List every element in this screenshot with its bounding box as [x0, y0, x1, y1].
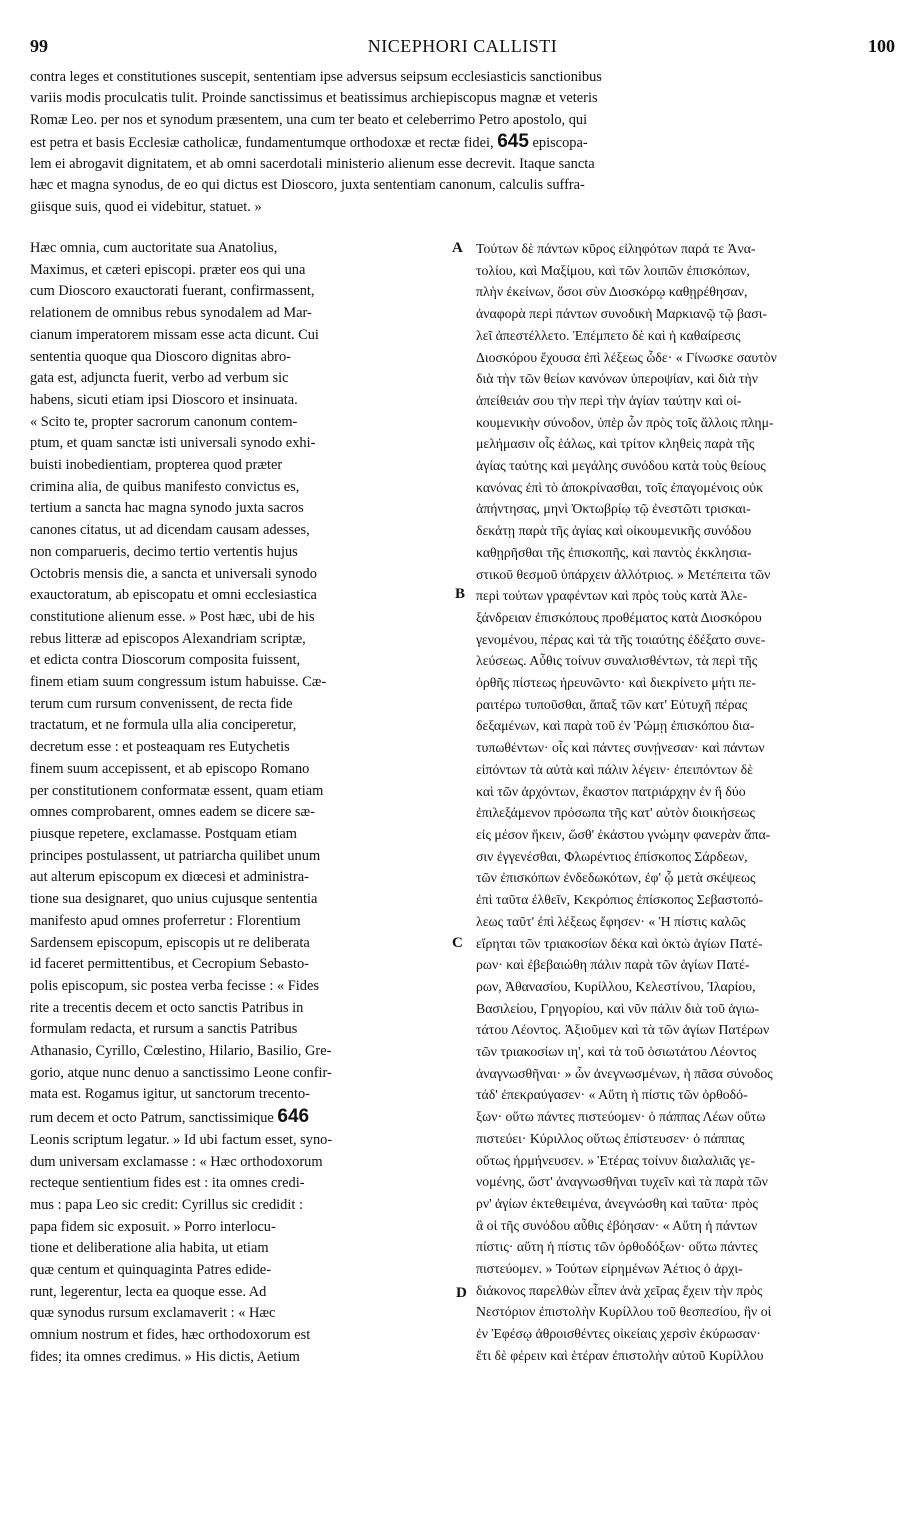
text-line: piusque repetere, exclamasse. Postquam etiam [30, 825, 297, 842]
text-line: ρν' ἁγίων ἐκτεθειμένα, ἀνεγνώσθη καὶ ταῦτα· πρὸς [476, 1195, 758, 1211]
text-line: exauctoratum, ab episcopatu et omni ecclesiastica [30, 587, 317, 604]
page-number-right: 100 [868, 36, 895, 56]
text-line: cum Dioscoro exauctorati fuerant, confirmassent, [30, 283, 315, 300]
text-line: πλὴν ἐκείνων, ὅσοι σὺν Διοσκόρῳ καθῃρέθησαν, [476, 284, 748, 300]
text-line: cianum imperatorem missam esse acta dicunt. Cui [30, 326, 319, 343]
text-line: ἐπὶ ταῦτα ἐλθεῖν, Κεκρόπιος ἐπίσκοπος Σεβαστοπό- [476, 892, 764, 908]
text-line: ἁγίας ταύτης καὶ μεγάλης συνόδου κατὰ τοὺς θείους [476, 458, 766, 474]
text-line: gorio, atque nunc denuo a sanctissimo Leone confir- [30, 1064, 332, 1081]
text-line: ξάνδρειαν ἐπισκόπους προθέματος κατὰ Διοσκόρου [476, 609, 762, 625]
text-line: per constitutionem conformatæ essent, quam etiam [30, 782, 324, 799]
text-line: quæ centum et quinquaginta Patres edide- [30, 1262, 271, 1279]
greek-column [476, 238, 878, 1367]
text-line: papa fidem sic exposuit. » Porro interlocu- [30, 1218, 276, 1235]
text-line: τάδ' ἐπεκραύγασεν· « Αὕτη ἡ πίστις τῶν ὀρθοδό- [476, 1087, 748, 1103]
text-line: Leonis scriptum legatur. » Id ubi factum esset, syno- [30, 1131, 333, 1148]
text-line: ἀπήντησας, μηνὶ Ὀκτωβρίῳ τῷ ἐνεστῶτι τρισκαι- [476, 501, 751, 517]
text-line: mus : papa Leo sic credit: Cyrillus sic credidit : [30, 1196, 303, 1213]
text-line: πιστεύει· Κύριλλος οὕτως ἐπίστευσεν· ὁ πάππας [476, 1130, 745, 1146]
text-line: ἃ οἱ τῆς συνόδου αὖθις ἐβόησαν· « Αὕτη ἡ πάντων [476, 1217, 758, 1233]
text-line: Sardensem episcopum, episcopis ut re deliberata [30, 934, 310, 951]
text-line: περὶ τούτων γραφέντων καὶ πρὸς τοὺς κατὰ Ἀλε- [476, 588, 748, 604]
text-line: rebus litteræ ad episcopos Alexandriam scriptæ, [30, 630, 306, 647]
text-line: constitutione alienum esse. » Post hæc, ubi de his [30, 608, 315, 625]
text-line: καθῃρῆσθαι τῆς ἐπισκοπῆς, καὶ παντὸς ἐκκλησια- [476, 544, 752, 560]
text-line: τολίου, καὶ Μαξίμου, καὶ τῶν λοιπῶν ἐπισκόπων, [476, 262, 750, 278]
text-line: quæ synodus rursum exclamaverit : « Hæc [30, 1305, 276, 1322]
text-line: Νεστόριον ἐπιστολὴν Κυρίλλου τοῦ θεσπεσίου, ἣν οἱ [476, 1304, 772, 1320]
text-line: ἀναγνωσθῆναι· » ὧν ἀνεγνωσμένων, ἡ πᾶσα σύνοδος [476, 1065, 773, 1081]
running-title: NICEPHORI CALLISTI [367, 36, 558, 56]
text-line: recteque sentientium fides est : ita omnes credi- [30, 1175, 305, 1192]
text-line: δεκάτῃ παρὰ τῆς ἁγίας καὶ οἰκουμενικῆς συνόδου [476, 523, 752, 539]
column-number: 645 [497, 130, 529, 152]
text-line: ρων, Ἀθανασίου, Κυρίλλου, Κελεστίνου, Ἱλαρίου, [476, 978, 756, 994]
text-line: εἰπόντων τὰ αὐτὰ καὶ πάλιν λέγειν· ἐπειπόντων δὲ [476, 761, 753, 777]
latin-column [30, 238, 448, 1369]
text-line: rite a trecentis decem et octo sanctis Patribus in [30, 999, 304, 1016]
text-line [30, 1106, 448, 1130]
text-line: κουμενικὴν σύνοδον, ὑπὲρ ὧν πρὸς τοῖς ἄλλοις πλημ- [476, 414, 774, 430]
text-line: manifesto apud omnes proferretur : Florentium [30, 912, 301, 929]
text-line: tractatum, et ne formula ulla alia conciperetur, [30, 717, 297, 734]
text-line: λεῖ ἀπεστέλλετο. Ἐπέμπετο δὲ καὶ ἡ καθαίρεσις [476, 327, 741, 343]
text-fragment: episcopa- [532, 134, 588, 151]
text-line: ραιτέρω τυποῦσθαι, ἅπαξ τῶν κατ' Εὐτυχῆ πέρας [476, 696, 748, 712]
text-line: giisque suis, quod ei videbitur, statuet. » [30, 198, 262, 215]
page-number-left: 99 [30, 36, 48, 56]
text-line: γενομένου, πέρας καὶ τὰ τῆς τοιαύτης ἐδέξατο συνε- [476, 631, 766, 647]
text-line: et edicta contra Dioscorum composita fuissent, [30, 652, 301, 669]
text-line: terum cum rursum convenissent, de recta fide [30, 695, 293, 712]
text-line: sententia quoque qua Dioscoro dignitas abro- [30, 348, 291, 365]
text-line: runt, legerentur, lecta ea quoque esse. Ad [30, 1283, 267, 1300]
text-line: tertium a sancta hac magna synodo juxta sacros [30, 500, 304, 517]
text-line: habens, sicuti etiam ipsi Dioscoro et insinuata. [30, 391, 298, 408]
text-line: μελήμασιν οἷς ἑάλως, καὶ τρίτον κληθεὶς παρὰ τῆς [476, 436, 755, 452]
text-line: διάκονος παρελθὼν εἶπεν ἀνὰ χεῖρας ἔχειν τὴν πρὸς [476, 1282, 763, 1298]
text-line: Hæc omnia, cum auctoritate sua Anatolius, [30, 240, 278, 256]
text-line [30, 131, 878, 154]
text-line: Διοσκόρου ἔχουσα ἐπὶ λέξεως ὧδε· « Γίνωσκε σαυτὸν [476, 349, 777, 365]
text-line: Athanasio, Cyrillo, Cœlestino, Hilario, Basilio, Gre- [30, 1043, 332, 1060]
text-line: gata est, adjuncta fuerit, verbo ad verbum sic [30, 370, 289, 387]
text-line: omnium nostrum et fides, hæc orthodoxorum est [30, 1327, 311, 1344]
text-line: ρων· καὶ ἐβεβαιώθη πάλιν παρὰ τῶν ἁγίων Πατέ- [476, 957, 750, 973]
text-fragment: rum decem et octo Patrum, sanctissimique [30, 1110, 274, 1127]
text-line: ὀρθῆς πίστεως ἠρευνῶντο· καὶ διεκρίνετο μήτι πε- [476, 675, 757, 691]
text-line: τάτου Λέοντος. Ἀξιοῦμεν καὶ τὰ τῶν ἁγίων Πατέρων [476, 1022, 770, 1038]
text-line: finem suum accepissent, et ab episcopo Romano [30, 760, 310, 777]
text-line: fides; ita omnes credimus. » His dictis, Aetium [30, 1348, 300, 1365]
text-line: ἀπείθειάν σου τὴν περὶ τὴν ἁγίαν ταύτην καὶ οἰ- [476, 392, 742, 408]
text-line: δεξαμένων, καὶ παρὰ τοῦ ἐν Ῥώμῃ ἐπισκόπου δια- [476, 718, 755, 734]
text-line: ἔτι δὲ φέρειν καὶ ἑτέραν ἐπιστολὴν αὐτοῦ Κυρίλλου [476, 1347, 764, 1363]
intro-paragraph [30, 67, 878, 218]
margin-marker-b: B [455, 586, 466, 602]
text-line: εἰς μέσον ἥκειν, ὥσθ' ἑκάστου γνώμην φανερὰν ἅπα- [476, 826, 771, 842]
text-line: ἐπιλεξάμενον πρόσωπα τῆς κατ' αὐτὸν διοικήσεως [476, 805, 755, 821]
text-line: decretum esse : et posteaquam res Eutychetis [30, 739, 290, 756]
text-line: τυπωθέντων· οἷς καὶ πάντες συνῄνεσαν· καὶ πάντων [476, 740, 765, 756]
text-line: εἴρηται τῶν τριακοσίων δέκα καὶ ὀκτὼ ἁγίων Πατέ- [476, 935, 763, 951]
text-line: λεύσεως. Αὖθις τοίνυν συναλισθέντων, τὰ περὶ τῆς [476, 653, 758, 669]
text-line: finem etiam suum congressum istum habuisse. Cæ- [30, 674, 327, 691]
text-line: ξων· οὕτω πάντες πιστεύομεν· ὁ πάππας Λέων οὕτω [476, 1109, 766, 1125]
column-number: 646 [277, 1106, 310, 1128]
text-line: καὶ τῶν ἀρχόντων, ἕκαστον πατριάρχην ἐν ἢ δύο [476, 783, 746, 799]
margin-marker-d: D [456, 1285, 467, 1301]
text-line: dum universam exclamasse : « Hæc orthodoxorum [30, 1153, 323, 1170]
text-line: hæc et magna synodus, de eo qui dictus est Dioscoro, juxta sententiam canonum, calculis suffra- [30, 177, 585, 194]
text-line: « Scito te, propter sacrorum canonum contem- [30, 413, 298, 430]
text-line: ἀναφορὰ περὶ πάντων συνοδικὴ Μαρκιανῷ τῷ βασι- [476, 306, 768, 322]
text-line: νομένης, ὥστ' ἀναγνωσθῆναι τυχεῖν καὶ τὰ παρὰ τῶν [476, 1174, 768, 1190]
text-line: ptum, et quam sanctæ isti universali synodo exhi- [30, 435, 316, 452]
text-line: polis episcopum, sic postea verba fecisse : « Fides [30, 977, 319, 994]
text-line: οὕτως ἡρμήνευσεν. » Ἑτέρας τοίνυν διαλαλιᾶς γε- [476, 1152, 756, 1168]
text-line: ἐν Ἐφέσῳ ἀθροισθέντες οἰκείαις χερσὶν ἐκύρωσαν· [476, 1326, 761, 1342]
text-line: omnes comprobarent, omnes eadem se dicere sæ- [30, 804, 315, 821]
text-line: Maximus, et cæteri episcopi. præter eos qui una [30, 261, 306, 278]
text-line: Romæ Leo. per nos et synodum præsentem, una cum ter beato et celeberrimo Petro apostolo, qui [30, 111, 588, 128]
text-line: τῶν ἐπισκόπων ἐνδεδωκότων, ἐφ' ᾧ μετὰ σκέψεως [476, 870, 756, 886]
text-line: buisti inobedientiam, propterea quod præter [30, 457, 283, 474]
text-line: tione et deliberatione alia habita, ut etiam [30, 1240, 269, 1257]
text-line: mata est. Rogamus igitur, ut sanctorum trecento- [30, 1086, 310, 1103]
text-line: relationem de omnibus rebus synodalem ad Mar- [30, 305, 312, 322]
text-line: aut alterum episcopum ex diœcesi et administra- [30, 869, 309, 886]
text-line: πίστις· αὕτη ἡ πίστις τῶν ὀρθοδόξων· οὕτω πάντες [476, 1239, 758, 1255]
text-line: Βασιλείου, Γρηγορίου, καὶ νῦν πάλιν διὰ τοῦ ἁγιω- [476, 1000, 760, 1016]
text-line: Τούτων δὲ πάντων κῦρος εἰληφότων παρά τε Ἀνα- [476, 241, 756, 256]
text-line: σιν ἐγγενέσθαι, Φλωρέντιος ἐπίσκοπος Σάρδεων, [476, 848, 748, 864]
text-line: non comparueris, decimo tertio vertentis hujus [30, 543, 298, 560]
text-line: variis modis proculcatis tulit. Proinde sanctissimus et beatissimus archiepiscopus magnæ et veteris [30, 90, 598, 107]
text-line: tione sua designaret, quo unius cujusque sententia [30, 891, 318, 908]
text-line: Octobris mensis die, a sancta et universali synodo [30, 565, 317, 582]
text-line: lem ei abrogavit dignitatem, et ab omni sacerdotali ministerio alienum esse decrevit. Itaque sancta [30, 156, 595, 173]
text-line: id faceret permittentibus, et Cecropium Sebasto- [30, 956, 309, 973]
text-line: contra leges et constitutiones suscepit, sententiam ipse adversus seipsum ecclesiasticis sanctionibus [30, 69, 602, 85]
text-line: principes postulassent, ut patriarcha quilibet unum [30, 847, 321, 864]
text-line: λεως ταῦτ' ἐπὶ λέξεως ἔφησεν· « Ἡ πίστις καλῶς [476, 913, 746, 929]
text-line: formulam redacta, et rursum a sanctis Patribus [30, 1021, 298, 1038]
text-line: crimina alia, de quibus manifesto convictus es, [30, 478, 300, 495]
text-fragment: est petra et basis Ecclesiæ catholicæ, fundamentumque orthodoxæ et rectæ fidei, [30, 134, 494, 151]
text-line: τῶν τριακοσίων ιη', καὶ τὰ τοῦ ὁσιωτάτου Λέοντος [476, 1044, 757, 1060]
running-header [30, 36, 895, 60]
margin-marker-a: A [452, 240, 463, 256]
text-line: κανόνας ἐπὶ τὸ ἀποκρίνασθαι, τοῖς ἐπαγομένοις οὐκ [476, 479, 764, 495]
text-line: πιστεύομεν. » Τούτων εἰρημένων Ἀέτιος ὁ ἀρχι- [476, 1261, 743, 1277]
text-line: canones citatus, ut ad dicendam causam adesses, [30, 522, 310, 539]
text-line: διὰ τὴν τῶν θείων κανόνων ὑπεροψίαν, καὶ διὰ τὴν [476, 371, 758, 387]
text-line: στικοῦ θεσμοῦ ὑπάρχειν ἀλλότριος. » Μετέπειτα τῶν [476, 566, 771, 582]
margin-marker-c: C [452, 935, 463, 951]
